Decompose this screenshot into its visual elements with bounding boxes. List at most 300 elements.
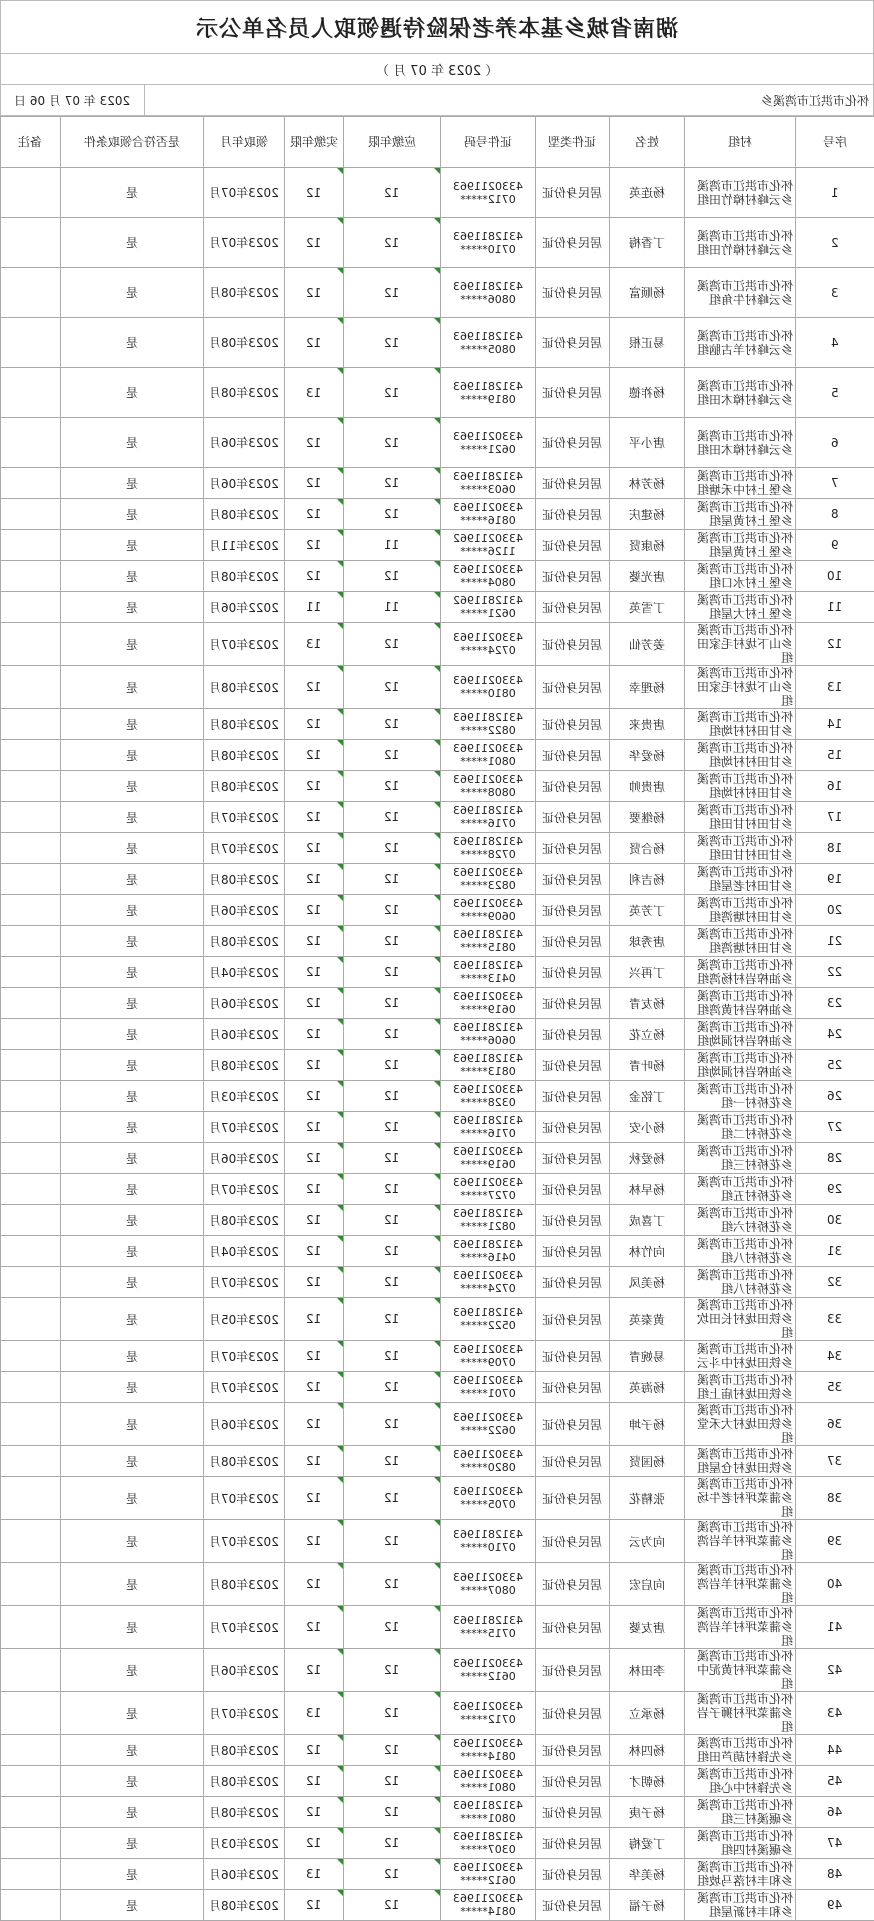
month-cell: 2023年06月 [204, 1019, 285, 1050]
month-cell: 2023年08月 [204, 1446, 285, 1477]
unit-cell: 怀化市洪江市湾溪乡油榨岩村黄湾组 [685, 988, 796, 1019]
seq-cell: 4 [796, 318, 874, 368]
seq-cell: 10 [796, 561, 874, 592]
due-years-cell: 12 [344, 1859, 441, 1890]
name-cell: 唐友婆 [610, 1606, 685, 1649]
id-number-cell: 4312811963 0801***** [441, 1797, 536, 1828]
month-cell: 2023年08月 [204, 709, 285, 740]
unit-cell: 怀化市洪江市湾溪乡云峰村羊古脑组 [685, 318, 796, 368]
due-years-cell: 12 [344, 368, 441, 418]
unit-cell: 怀化市洪江市湾溪乡堡上村中禾塘组 [685, 468, 796, 499]
paid-years-cell: 12 [285, 1477, 344, 1520]
note-cell [1, 268, 61, 318]
id-number-cell: 4330211963 0712***** [441, 1692, 536, 1735]
eligible-cell: 是 [61, 1403, 204, 1446]
paid-years-cell: 12 [285, 1174, 344, 1205]
header-seq: 序号 [796, 117, 874, 168]
unit-cell: 怀化市洪江市湾溪乡铁田垅村庙上组 [685, 1372, 796, 1403]
unit-cell: 怀化市洪江市湾溪乡堡上村黄屋组 [685, 499, 796, 530]
id-number-cell: 4330211963 0810***** [441, 666, 536, 709]
table-row [1, 218, 874, 268]
name-cell: 杨子坤 [610, 1403, 685, 1446]
due-years-cell: 12 [344, 771, 441, 802]
note-cell [1, 988, 61, 1019]
month-cell: 2023年08月 [204, 499, 285, 530]
name-cell: 杨国贤 [610, 1446, 685, 1477]
month-cell: 2023年07月 [204, 1372, 285, 1403]
paid-years-cell: 12 [285, 833, 344, 864]
id-type-cell: 居民身份证 [536, 1606, 610, 1649]
header-note: 备注 [1, 117, 61, 168]
name-cell: 杨祚德 [610, 368, 685, 418]
due-years-cell: 12 [344, 1766, 441, 1797]
id-number-cell: 4330211963 0820***** [441, 1446, 536, 1477]
table-row [1, 268, 874, 318]
id-type-cell: 居民身份证 [536, 561, 610, 592]
id-number-cell: 4330211963 0609***** [441, 895, 536, 926]
note-cell [1, 592, 61, 623]
paid-years-cell: 12 [285, 1298, 344, 1341]
name-cell: 易正根 [610, 318, 685, 368]
seq-cell: 21 [796, 926, 874, 957]
due-years-cell: 12 [344, 926, 441, 957]
name-cell: 杨立花 [610, 1019, 685, 1050]
seq-cell: 29 [796, 1174, 874, 1205]
eligible-cell: 是 [61, 1050, 204, 1081]
name-cell: 杨连英 [610, 168, 685, 218]
id-number-cell: 4312811963 0806***** [441, 268, 536, 318]
table-row [1, 318, 874, 368]
name-cell: 丁芳英 [610, 895, 685, 926]
seq-cell: 17 [796, 802, 874, 833]
seq-cell: 46 [796, 1797, 874, 1828]
paid-years-cell: 12 [285, 802, 344, 833]
paid-years-cell: 12 [285, 1019, 344, 1050]
name-cell: 杨合贤 [610, 833, 685, 864]
month-cell: 2023年06月 [204, 418, 285, 468]
eligible-cell: 是 [61, 709, 204, 740]
month-cell: 2023年08月 [204, 1797, 285, 1828]
eligible-cell: 是 [61, 1649, 204, 1692]
header-due-years: 应缴年限 [344, 117, 441, 168]
seq-cell: 1 [796, 168, 874, 218]
note-cell [1, 926, 61, 957]
name-cell: 杨芳林 [610, 468, 685, 499]
due-years-cell: 12 [344, 1735, 441, 1766]
id-number-cell: 4330211963 0705***** [441, 1477, 536, 1520]
paid-years-cell: 12 [285, 1520, 344, 1563]
name-cell: 唐贵来 [610, 709, 685, 740]
id-type-cell: 居民身份证 [536, 771, 610, 802]
id-type-cell: 居民身份证 [536, 368, 610, 418]
id-number-cell: 4330211963 0712***** [441, 168, 536, 218]
name-cell: 杨友青 [610, 988, 685, 1019]
table-row [1, 1081, 874, 1112]
note-cell [1, 418, 61, 468]
page-subtitle: （ 2023 年 07 月 ） [376, 60, 498, 79]
eligible-cell: 是 [61, 318, 204, 368]
due-years-cell: 12 [344, 740, 441, 771]
eligible-cell: 是 [61, 957, 204, 988]
due-years-cell: 12 [344, 709, 441, 740]
date-cell [1, 85, 145, 115]
table-row [1, 771, 874, 802]
table-row [1, 1606, 874, 1649]
note-cell [1, 499, 61, 530]
id-number-cell: 4312811963 0805***** [441, 318, 536, 368]
unit-cell: 怀化市洪江市湾溪乡甘田村甘田组 [685, 802, 796, 833]
eligible-cell: 是 [61, 368, 204, 418]
id-type-cell: 居民身份证 [536, 895, 610, 926]
seq-cell: 38 [796, 1477, 874, 1520]
due-years-cell: 12 [344, 1520, 441, 1563]
month-cell: 2023年07月 [204, 168, 285, 218]
eligible-cell: 是 [61, 666, 204, 709]
due-years-cell: 12 [344, 561, 441, 592]
note-cell [1, 1477, 61, 1520]
id-number-cell: 4312811963 0603***** [441, 468, 536, 499]
note-cell [1, 1236, 61, 1267]
unit-cell: 怀化市洪江市湾溪乡蒲菜坪村羊岩湾组 [685, 1520, 796, 1563]
table-row [1, 864, 874, 895]
due-years-cell: 12 [344, 218, 441, 268]
month-cell: 2023年08月 [204, 1563, 285, 1606]
id-number-cell: 4312811963 0815***** [441, 926, 536, 957]
name-cell: 唐贵帅 [610, 771, 685, 802]
note-cell [1, 623, 61, 666]
month-cell: 2023年08月 [204, 368, 285, 418]
due-years-cell: 12 [344, 1606, 441, 1649]
due-years-cell: 12 [344, 1446, 441, 1477]
id-number-cell: 4312811963 0716***** [441, 1112, 536, 1143]
name-cell: 向启宏 [610, 1563, 685, 1606]
note-cell [1, 1205, 61, 1236]
month-cell: 2023年08月 [204, 666, 285, 709]
header-unit: 村组 [685, 117, 796, 168]
month-cell: 2023年05月 [204, 1298, 285, 1341]
eligible-cell: 是 [61, 771, 204, 802]
unit-cell: 怀化市洪江市湾溪乡云峰村樟木田组 [685, 418, 796, 468]
eligible-cell: 是 [61, 833, 204, 864]
due-years-cell: 11 [344, 530, 441, 561]
note-cell [1, 1403, 61, 1446]
unit-cell: 怀化市洪江市湾溪乡蒲菜坪村老牛场组 [685, 1477, 796, 1520]
unit-cell: 怀化市洪江市湾溪乡甘田村塘湾组 [685, 895, 796, 926]
seq-cell: 22 [796, 957, 874, 988]
note-cell [1, 530, 61, 561]
due-years-cell: 12 [344, 1403, 441, 1446]
month-cell: 2023年08月 [204, 1205, 285, 1236]
unit-cell: 怀化市洪江市湾溪乡花桥村一组 [685, 1081, 796, 1112]
seq-cell: 30 [796, 1205, 874, 1236]
note-cell [1, 468, 61, 499]
name-cell: 杨承立 [610, 1692, 685, 1735]
name-cell: 丁香梅 [610, 218, 685, 268]
seq-cell: 48 [796, 1859, 874, 1890]
eligible-cell: 是 [61, 1298, 204, 1341]
unit-cell: 怀化市洪江市湾溪乡铁田垅村仓屋组 [685, 1446, 796, 1477]
publish-date: 2023 年 07 月 06 日 [14, 92, 130, 109]
table-row [1, 1267, 874, 1298]
table-row [1, 709, 874, 740]
seq-cell: 40 [796, 1563, 874, 1606]
due-years-cell: 12 [344, 1050, 441, 1081]
table-row [1, 926, 874, 957]
id-type-cell: 居民身份证 [536, 1298, 610, 1341]
table-row [1, 666, 874, 709]
table-row [1, 1828, 874, 1859]
seq-cell: 13 [796, 666, 874, 709]
table-row [1, 1477, 874, 1520]
due-years-cell: 12 [344, 957, 441, 988]
table-row [1, 468, 874, 499]
seq-cell: 45 [796, 1766, 874, 1797]
id-number-cell: 4330211963 0808***** [441, 771, 536, 802]
due-years-cell: 12 [344, 168, 441, 218]
note-cell [1, 1341, 61, 1372]
eligible-cell: 是 [61, 1341, 204, 1372]
note-cell [1, 1298, 61, 1341]
note-cell [1, 1606, 61, 1649]
id-type-cell: 居民身份证 [536, 1520, 610, 1563]
seq-cell: 49 [796, 1890, 874, 1921]
table-row [1, 1112, 874, 1143]
table-row [1, 1735, 874, 1766]
id-number-cell: 4312811963 0821***** [441, 1205, 536, 1236]
subtitle-bar [0, 53, 874, 84]
title-bar [0, 0, 874, 53]
unit-cell: 怀化市洪江市湾溪乡碾溪村三组 [685, 1797, 796, 1828]
unit-cell: 怀化市洪江市湾溪乡山下垅村毛家田组 [685, 666, 796, 709]
id-number-cell: 4330211963 0619***** [441, 988, 536, 1019]
table-row [1, 368, 874, 418]
name-cell: 丁铭金 [610, 1081, 685, 1112]
table-row [1, 1205, 874, 1236]
id-type-cell: 居民身份证 [536, 418, 610, 468]
name-cell: 黄秦英 [610, 1298, 685, 1341]
paid-years-cell: 13 [285, 623, 344, 666]
unit-cell: 怀化市洪江市湾溪乡油榨岩村洞坳组 [685, 1050, 796, 1081]
seq-cell: 12 [796, 623, 874, 666]
paid-years-cell: 12 [285, 1766, 344, 1797]
paid-years-cell: 12 [285, 418, 344, 468]
paid-years-cell: 12 [285, 1205, 344, 1236]
id-type-cell: 居民身份证 [536, 1797, 610, 1828]
name-cell: 杨早林 [610, 1174, 685, 1205]
eligible-cell: 是 [61, 499, 204, 530]
seq-cell: 27 [796, 1112, 874, 1143]
paid-years-cell: 12 [285, 1606, 344, 1649]
paid-years-cell: 12 [285, 530, 344, 561]
id-number-cell: 4312811963 0716***** [441, 802, 536, 833]
month-cell: 2023年06月 [204, 1859, 285, 1890]
unit-cell: 怀化市洪江市湾溪乡碾溪村四组 [685, 1828, 796, 1859]
paid-years-cell: 12 [285, 1735, 344, 1766]
id-number-cell: 4330211963 0816***** [441, 499, 536, 530]
name-cell: 丁再兴 [610, 957, 685, 988]
id-type-cell: 居民身份证 [536, 1859, 610, 1890]
id-type-cell: 居民身份证 [536, 1112, 610, 1143]
note-cell [1, 1766, 61, 1797]
id-type-cell: 居民身份证 [536, 1205, 610, 1236]
seq-cell: 14 [796, 709, 874, 740]
eligible-cell: 是 [61, 1205, 204, 1236]
id-type-cell: 居民身份证 [536, 1050, 610, 1081]
seq-cell: 37 [796, 1446, 874, 1477]
paid-years-cell: 12 [285, 499, 344, 530]
due-years-cell: 12 [344, 418, 441, 468]
name-cell: 杨子福 [610, 1890, 685, 1921]
paid-years-cell: 12 [285, 1446, 344, 1477]
unit-cell: 怀化市洪江市湾溪乡甘田村甘田组 [685, 833, 796, 864]
page-title: 湖南省城乡基本养老保险待遇领取人员名单公示 [195, 12, 678, 43]
month-cell: 2023年06月 [204, 1143, 285, 1174]
name-cell: 杨爱秋 [610, 1143, 685, 1174]
id-number-cell: 4330211963 0724***** [441, 623, 536, 666]
unit-cell: 怀化市洪江市湾溪乡花桥村八组 [685, 1236, 796, 1267]
unit-cell: 怀化市洪江市湾溪乡堡上村水口组 [685, 561, 796, 592]
seq-cell: 25 [796, 1050, 874, 1081]
unit-cell: 怀化市洪江市湾溪乡云峰村樟竹田组 [685, 168, 796, 218]
seq-cell: 18 [796, 833, 874, 864]
unit-cell: 怀化市洪江市湾溪乡花桥村五组 [685, 1174, 796, 1205]
seq-cell: 2 [796, 218, 874, 268]
name-cell: 丁爱梅 [610, 1828, 685, 1859]
paid-years-cell: 12 [285, 561, 344, 592]
due-years-cell: 12 [344, 1205, 441, 1236]
due-years-cell: 12 [344, 1298, 441, 1341]
note-cell [1, 1649, 61, 1692]
month-cell: 2023年04月 [204, 957, 285, 988]
id-number-cell: 4330211963 0814***** [441, 1890, 536, 1921]
paid-years-cell: 12 [285, 1403, 344, 1446]
paid-years-cell: 12 [285, 709, 344, 740]
month-cell: 2023年07月 [204, 1477, 285, 1520]
table-row [1, 530, 874, 561]
due-years-cell: 12 [344, 1112, 441, 1143]
note-cell [1, 168, 61, 218]
name-cell: 杨理幸 [610, 666, 685, 709]
due-years-cell: 12 [344, 666, 441, 709]
paid-years-cell: 12 [285, 1341, 344, 1372]
due-years-cell: 12 [344, 1563, 441, 1606]
id-number-cell: 4312811962 0621***** [441, 592, 536, 623]
id-number-cell: 4330211963 0622***** [441, 1403, 536, 1446]
eligible-cell: 是 [61, 895, 204, 926]
paid-years-cell: 12 [285, 988, 344, 1019]
unit-cell: 怀化市洪江市湾溪乡堡上村黄屋组 [685, 530, 796, 561]
due-years-cell: 12 [344, 623, 441, 666]
month-cell: 2023年07月 [204, 1174, 285, 1205]
note-cell [1, 1050, 61, 1081]
note-cell [1, 1143, 61, 1174]
id-number-cell: 4312811963 0822***** [441, 709, 536, 740]
seq-cell: 44 [796, 1735, 874, 1766]
id-number-cell: 4330211963 0619***** [441, 1143, 536, 1174]
seq-cell: 47 [796, 1828, 874, 1859]
paid-years-cell: 12 [285, 666, 344, 709]
seq-cell: 35 [796, 1372, 874, 1403]
paid-years-cell: 12 [285, 895, 344, 926]
name-cell: 唐秀球 [610, 926, 685, 957]
name-cell: 姜芳仙 [610, 623, 685, 666]
id-type-cell: 居民身份证 [536, 1446, 610, 1477]
unit-cell: 怀化市洪江市湾溪乡甘田村塘湾组 [685, 926, 796, 957]
month-cell: 2023年06月 [204, 468, 285, 499]
month-cell: 2023年06月 [204, 988, 285, 1019]
due-years-cell: 12 [344, 318, 441, 368]
table-row [1, 1298, 874, 1341]
month-cell: 2023年07月 [204, 1520, 285, 1563]
name-cell: 杨美华 [610, 1859, 685, 1890]
id-type-cell: 居民身份证 [536, 1403, 610, 1446]
seq-cell: 39 [796, 1520, 874, 1563]
note-cell [1, 561, 61, 592]
paid-years-cell: 13 [285, 368, 344, 418]
due-years-cell: 11 [344, 592, 441, 623]
month-cell: 2023年07月 [204, 218, 285, 268]
eligible-cell: 是 [61, 1859, 204, 1890]
seq-cell: 5 [796, 368, 874, 418]
id-type-cell: 居民身份证 [536, 1649, 610, 1692]
id-number-cell: 4330211963 0801***** [441, 740, 536, 771]
note-cell [1, 1112, 61, 1143]
info-bar [0, 84, 874, 116]
id-type-cell: 居民身份证 [536, 218, 610, 268]
id-type-cell: 居民身份证 [536, 1766, 610, 1797]
id-number-cell: 4330211963 0801***** [441, 1766, 536, 1797]
name-cell: 杨顺富 [610, 268, 685, 318]
month-cell: 2023年07月 [204, 1341, 285, 1372]
eligible-cell: 是 [61, 1477, 204, 1520]
seq-cell: 34 [796, 1341, 874, 1372]
id-number-cell: 4312811963 0728***** [441, 833, 536, 864]
month-cell: 2023年07月 [204, 1112, 285, 1143]
table-row [1, 895, 874, 926]
id-type-cell: 居民身份证 [536, 1267, 610, 1298]
table-row [1, 1143, 874, 1174]
month-cell: 2023年08月 [204, 318, 285, 368]
note-cell [1, 1372, 61, 1403]
seq-cell: 36 [796, 1403, 874, 1446]
eligible-cell: 是 [61, 926, 204, 957]
id-type-cell: 居民身份证 [536, 623, 610, 666]
id-number-cell: 4312811963 0606***** [441, 1019, 536, 1050]
seq-cell: 24 [796, 1019, 874, 1050]
name-cell: 杨建庆 [610, 499, 685, 530]
table-row [1, 1446, 874, 1477]
eligible-cell: 是 [61, 1112, 204, 1143]
id-type-cell: 居民身份证 [536, 1692, 610, 1735]
seq-cell: 26 [796, 1081, 874, 1112]
seq-cell: 15 [796, 740, 874, 771]
name-cell: 杨叶青 [610, 1050, 685, 1081]
note-cell [1, 895, 61, 926]
id-number-cell: 4330211963 0823***** [441, 864, 536, 895]
seq-cell: 41 [796, 1606, 874, 1649]
eligible-cell: 是 [61, 1828, 204, 1859]
table-row [1, 1766, 874, 1797]
eligible-cell: 是 [61, 1372, 204, 1403]
table-row [1, 561, 874, 592]
due-years-cell: 12 [344, 802, 441, 833]
unit-cell: 怀化市洪江市湾溪乡花桥村三组 [685, 1143, 796, 1174]
id-type-cell: 居民身份证 [536, 1563, 610, 1606]
unit-cell: 怀化市洪江市湾溪乡先锋村葫芦田组 [685, 1735, 796, 1766]
paid-years-cell: 12 [285, 926, 344, 957]
paid-years-cell: 12 [285, 1236, 344, 1267]
eligible-cell: 是 [61, 1735, 204, 1766]
